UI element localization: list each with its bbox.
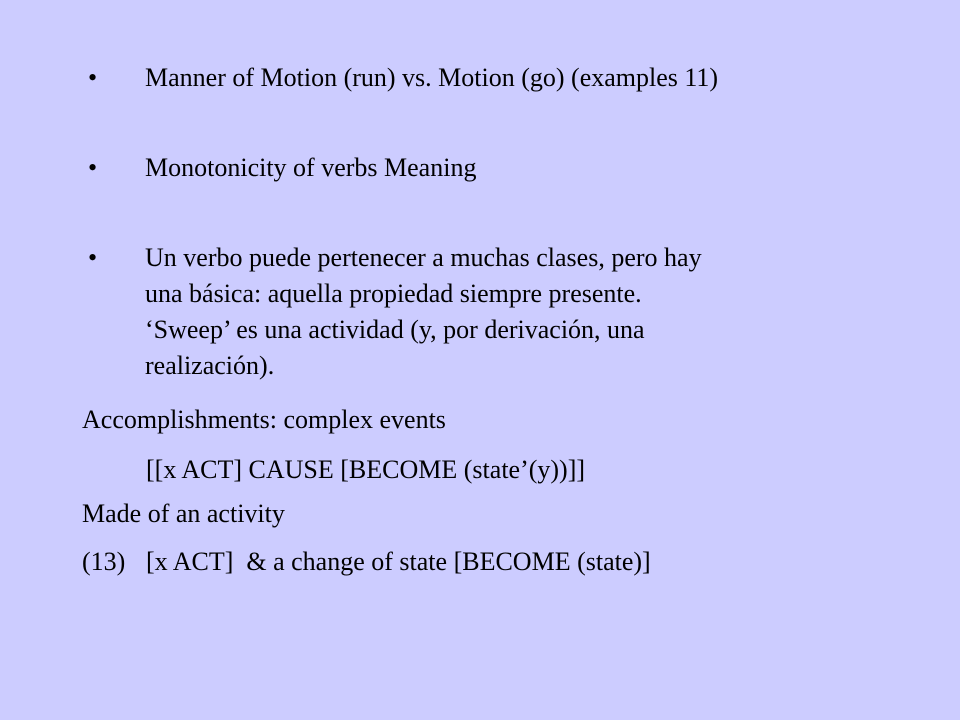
bullet-symbol: • <box>88 153 98 182</box>
bullet-line: una básica: aquella propiedad siempre presente. <box>145 279 642 308</box>
example-text: [x ACT] & a change of state [BECOME (state)] <box>146 547 651 576</box>
accomplishments-heading: Accomplishments: complex events <box>82 405 446 434</box>
bullet-text: Manner of Motion (run) vs. Motion (go) (examples 11) <box>145 63 719 92</box>
made-of-line: Made of an activity <box>82 499 285 528</box>
bullet-line: Un verbo puede pertenecer a muchas clases, pero hay <box>145 243 702 272</box>
example-13 <box>82 544 651 580</box>
bullet-symbol: • <box>88 243 98 272</box>
bullet-verb-classes <box>88 240 878 390</box>
formula: [[x ACT] CAUSE [BECOME (state’(y))]] <box>146 455 586 484</box>
bullet-symbol: • <box>88 63 98 92</box>
example-number: (13) <box>82 547 126 576</box>
bullet-text: Monotonicity of verbs Meaning <box>145 153 477 182</box>
bullet-line: ‘Sweep’ es una actividad (y, por derivación, una <box>145 315 645 344</box>
bullet-paragraph <box>145 240 865 384</box>
bullet-line: realización). <box>145 351 275 380</box>
